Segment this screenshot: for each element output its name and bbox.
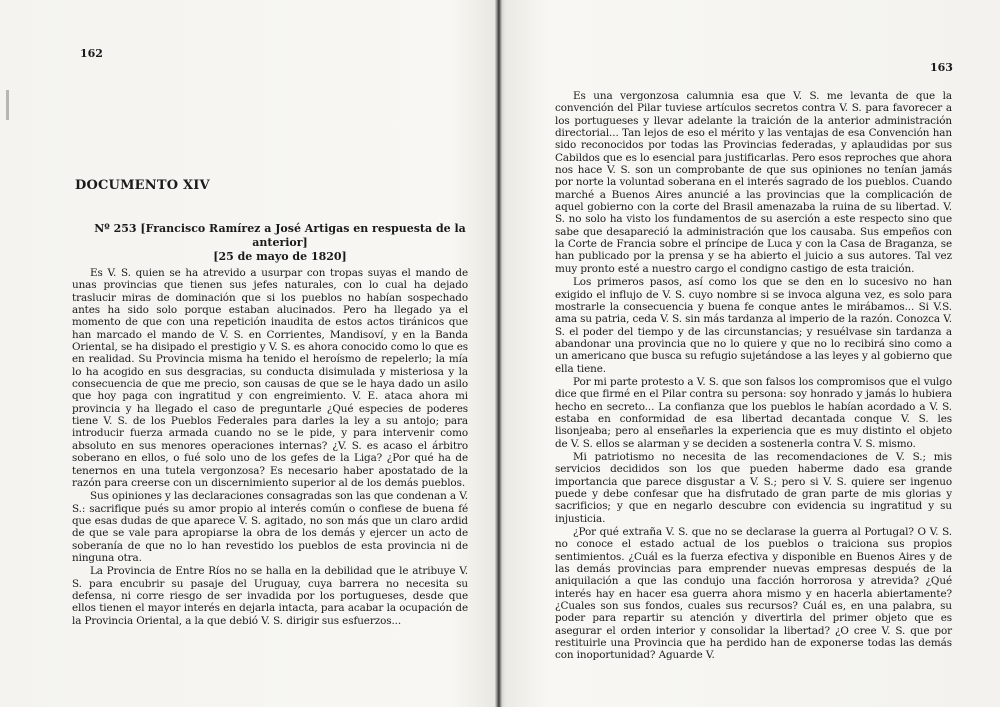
document-heading: DOCUMENTO XIV <box>75 178 210 193</box>
book-gutter <box>495 0 502 707</box>
paragraph: Los primeros pasos, así como los que se den en lo sucesivo no han exigido el influjo de V. S. cuyo nombre si se invoca alguna vez, es solo para mostrarle la consecuencia y buena fe conque antes le mirábamos... Si V.S. ama su patria, ceda V. S. sin más tardanza al imperio de la razón. Conozca V. S. el poder del tiempo y de las circunstancias; y resuélvase sin tardanza a abandonar una provincia que no lo quiere y que no lo recibirá sino como a un americano que busca su refugio sujetándose a las leyes y al gobierno que ella tiene. <box>555 276 952 375</box>
document-title-line1: Nº 253 [Francisco Ramírez a José Artigas en respuesta de la anterior] <box>94 222 466 249</box>
paragraph: Es una vergonzosa calumnia esa que V. S. me levanta de que la convención del Pilar tuviese artículos secretos contra V. S. para favorecer a los portugueses y llevar adelante la traición de la anterior administración directorial... Tan lejos de eso el mérito y las ventajas de esa Convención han sido reconocidos por todas las Provincias federadas, y aplaudidas por sus Cabildos que es lo esencial para justificarlas. Pero esos reproches que ahora nos hace V. S. son un comprobante de que sus opiniones no tenían jamás por norte la voluntad soberana en el interés sagrado de los pueblos. Cuando marché a Buenos Aires anuncié a las provincias que la complicación de aquel gobierno con la corte del Brasil amenazaba la ruina de su libertad. V. S. no solo ha visto los fundamentos de su aserción a este respecto sino que sabe que desapareció la administración que los causaba. Sus empeños con la Corte de Francia sobre el príncipe de Luca y con la Casa de Braganza, se han publicado por la prensa y se ha abierto el juicio a sus autores. Tal vez muy pronto esté a nuestro cargo el condigno castigo de esta traición. <box>555 90 952 275</box>
paragraph: Por mi parte protesto a V. S. que son falsos los compromisos que el vulgo dice que firmé en el Pilar contra su persona: soy honrado y jamás lo hubiera hecho en secreto... La confianza que los pueblos le habían acordado a V. S. estaba en conformidad de esa libertad decantada conque V. S. les lisonjeaba; pero al enseñarles la experiencia que es muy distinto el objeto de V. S. ellos se alarman y se deciden a sostenerla contra V. S. mismo. <box>555 375 952 450</box>
paragraph: ¿Por qué extraña V. S. que no se declarase la guerra al Portugal? O V. S. no conoce el estado actual de los pueblos o traiciona sus propios sentimientos. ¿Cuál es la fuerza efectiva y disponible en Buenos Aires y de las demás provincias para emprender nuevas empresas después de la aniquilación a que las condujo una facción horrorosa y atrevida? ¿Qué interés hay en hacer esa guerra ahora mismo y en hacerla abiertamente? ¿Cuales son sus fondos, cuales sus recursos? Cuál es, en una palabra, su poder para repartir su atención y divertirla del primer objeto que es asegurar el orden interior y consolidar la libertad? ¿O cree V. S. que por restituirle una Provincia que ha perdido han de exponerse todas las demás con inoportunidad? Aguarde V. <box>555 526 952 662</box>
paragraph: Sus opiniones y las declaraciones consagradas son las que condenan a V. S.: sacrifique pués su amor propio al interés común o confiese de buena fé que esas dudas de que aparece V. S. agitado, no son más que un claro ardid de que se vale para apropiarse la obra de los demás y ejercer un acto de soberanía de que no lo han revestido los pueblos de esta provincia ni de ninguna otra. <box>72 490 468 564</box>
paragraph: Es V. S. quien se ha atrevido a usurpar con tropas suyas el mando de unas provincias que tienen sus jefes naturales, con lo cual ha dejado traslucir miras de dominación que si los pueblos no habían sospechado antes ha sido solo porque estaban alucinados. Pero ha llegado ya el momento de que con una repetición inaudita de estos actos tiránicos que han marcado el mando de V. S. en Corrientes, Mandisoví, y en la Banda Oriental, se ha disipado el prestigio y V. S. es ahora conocido como lo que es en realidad. Su Provincia misma ha tenido el heroísmo de repelerlo; la mía lo ha acogido en sus desgracias, su conducta disimulada y misteriosa y la consecuencia de que me precio, son causas de que se le haya dado un asilo que hoy paga con ingratitud y con engreimiento. V. E. ataca ahora mi provincia y ha llegado el caso de preguntarle ¿Qué especies de poderes tiene V. S. de los Pueblos Federales para darles la ley a su antojo; para introducir fuerza armada cuando no se le pide, y para intervenir como absoluto en sus menores operaciones internas? ¿V. S. es acaso el árbitro soberano en ellos, o fué solo uno de los gefes de la Liga? ¿Por qué ha de tenernos en una tutela vergonzosa? Es necesario haber apostatado de la razón para creerse con un discernimiento superior al de los demás pueblos. <box>72 267 468 489</box>
scan-mark <box>6 90 9 120</box>
left-page <box>0 0 495 707</box>
paragraph: La Provincia de Entre Ríos no se halla en la debilidad que le atribuye V. S. para encubrir su pasaje del Uruguay, cuya barrera no necesita su defensa, ni corre riesgo de ser invadida por los portugueses, desde que ellos tienen el mayor interés en dejarla intacta, para acabar la ocupación de la Provincia Oriental, a la que debió V. S. dirigir sus esfuerzos... <box>72 565 468 627</box>
paragraph: Mi patriotismo no necesita de las recomendaciones de V. S.; mis servicios decididos son los que pueden haberme dado esa grande importancia que parece disgustar a V. S.; pero si V. S. quiere ser ingenuo puede y debe confesar que ha disfrutado de gran parte de mis glorias y sacrificios; y que en negarlo descubre con evidencia su ingratitud y su injusticia. <box>555 450 952 525</box>
left-body-text <box>72 267 468 628</box>
document-date: [25 de mayo de 1820] <box>213 250 347 263</box>
page-number-left: 162 <box>80 47 103 60</box>
document-title <box>90 222 470 264</box>
page-number-right: 163 <box>930 61 953 74</box>
right-body-text <box>555 90 952 663</box>
right-page <box>502 0 1000 707</box>
